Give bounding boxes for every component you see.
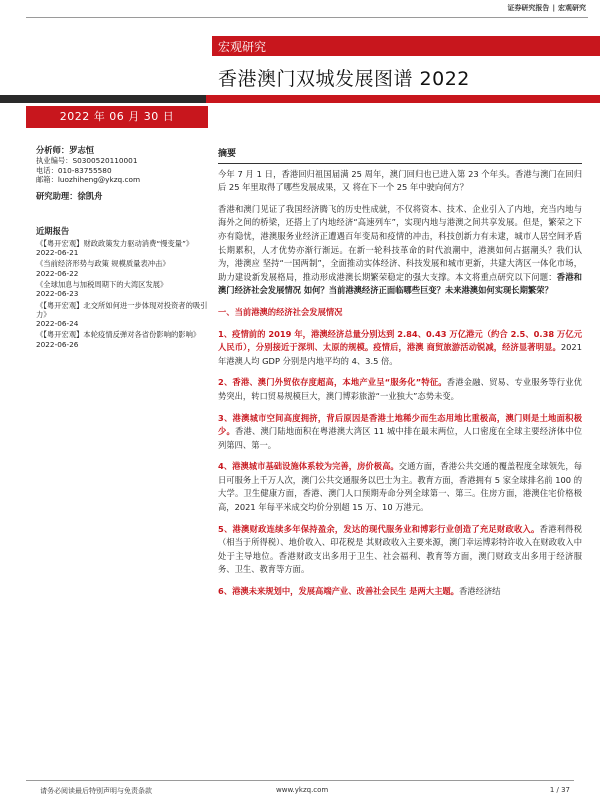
page-title: 香港澳门双城发展图谱 2022 [218, 68, 470, 90]
related-report[interactable] [36, 301, 208, 329]
related-report-date: 2022-06-24 [36, 319, 79, 329]
related-report-title: 《【粤开宏观】本轮疫情反弹对各省份影响的影响》 [36, 330, 201, 340]
finding-1-body: 2021 年港澳人均 GDP 分别是内地平均的 4、3.5 倍。 [218, 342, 582, 366]
key-questions: 香港和澳门经济社会发展情况 如何？当前港澳经济正面临哪些巨变？未来港澳如何实现长期繁荣？ [218, 271, 582, 296]
title-underline-bar [0, 95, 600, 103]
related-report[interactable] [36, 259, 208, 278]
analyst-email[interactable]: 邮箱：luozhiheng@ykzq.com [36, 174, 141, 184]
related-reports-title: 近期报告 [36, 226, 70, 237]
finding-5-lead: 5、港澳财政连续多年保持盈余，发达的现代服务业和博彩行业创造了充足财政收入。 [218, 523, 540, 534]
intro-paragraph-1: 今年 7 月 1 日，香港回归祖国届满 25 周年，澳门回归也已进入第 23 个年头。香港与澳门在回归后 25 年里取得了哪些发展成果，又 将在下一个 25 年中驶向何方？ [218, 168, 582, 193]
page-footer [0, 780, 600, 800]
report-date: 2022 年 06 月 30 日 [26, 106, 208, 128]
finding-6-body: 香港经济结 [458, 586, 501, 597]
related-report-date: 2022-06-21 [36, 248, 79, 258]
finding-6-lead: 6、港澳未来规划中，发展高端产业、改善社会民生 是两大主题。 [218, 586, 459, 597]
category-band [212, 36, 600, 56]
analyst-name: 分析师：罗志恒 [36, 145, 95, 155]
finding-4 [218, 460, 582, 514]
finding-6 [218, 585, 582, 599]
page-number: 1 / 37 [549, 786, 570, 794]
related-report-title: 《【粤开宏观】北交所如何进一步体现对投资者的吸引力》 [36, 300, 208, 319]
finding-2-body: 香港金融、贸易、专业服务等行业优势突出，转口贸易规模巨大，澳门博彩旅游“一业独大”态势未变。 [218, 377, 582, 401]
related-report-title: 《全球加息与加税周期下的大湾区发展》 [36, 279, 168, 289]
related-report-title: 《当前经济形势与政策 规模质量表冲击》 [36, 259, 170, 269]
related-report[interactable] [36, 330, 208, 349]
finding-3 [218, 412, 582, 453]
related-report-title: 《【粤开宏观】财政政策发力驱动消费“慢变量”》 [36, 238, 194, 248]
section-heading: 一、当前港澳的经济社会发展情况 [218, 306, 343, 317]
top-header [0, 0, 600, 18]
category-label: 宏观研究 [218, 40, 267, 54]
crumb-category: 宏观研究 [558, 4, 586, 12]
finding-4-body: 交通方面，香港公共交通的覆盖程度全球领先，每日可服务上千万人次，澳门公共交通服务以巴士为主。教育方面，香港拥有 5 家全球排名前 100 的大学。卫生健康方面，香港、澳门人口预期寿命分列全球第一、第三。住房方面，港澳住宅价格极高，2021 年每平米成交均价分别超 15 万、10 万港元。 [218, 461, 582, 513]
finding-5 [218, 523, 582, 577]
analyst-license: 执业编号：S0300520110001 [36, 156, 138, 166]
finding-1 [218, 328, 582, 369]
finding-2-lead: 2、香港、澳门外贸依存度超高，本地产业呈“服务化”特征。 [218, 377, 447, 388]
intro-paragraph-2-body: 香港和澳门见证了我国经济腾飞的历史性成就，不仅将资本、技术、企业引入了内地，充当内地与海外之间的桥梁，还搭上了内地经济“高速列车”，实现内地与港澳之间共享发展。但是，繁荣之下亦有隐忧，港澳服务业经济正遭遇百年变局和疫情的冲击，科技创新力有未逮，城市人居空间矛盾长期累积，人才优势亦渐行渐远。在新一轮科技革命的时代浪潮中，港澳如何占据潮头？我们认为，港澳应 坚持“一国两制”，全面推动实体经济、科技发展和城市更新，共建大湾区一体化市场，助力建设新发展格局，推动形成港澳长期繁荣稳定的强大支撑。本文将重点研究以下问题： [218, 203, 582, 282]
footer-divider [26, 780, 574, 781]
finding-5-body: 香港利得税（相当于所得税）、地价收入、印花税是 其财政收入主要来源，澳门幸运博彩特许收入在财政收入中处于主导地位。香港财政支出多用于卫生、社会福利、教育等方面，澳门财政支出多用于经济服务、卫生、教育等方面。 [218, 523, 582, 575]
header-divider [26, 17, 588, 18]
finding-3-body: 香港、澳门陆地面积在粤港澳大湾区 11 城中排在最末两位，人口密度在全球主要经济体中位列第四、第一。 [218, 426, 582, 450]
finding-1-lead: 1、疫情前的 2019 年，港澳经济总量分别达到 2.84、0.43 万亿港元（约合 2.5、0.38 万亿元人民币），分别接近于深圳、太原的规模。疫情后，港澳 商贸旅游活动锐减，经济显著明显。 [218, 328, 582, 353]
finding-3-lead: 3、港澳城市空间高度拥挤，背后原因是香港土地稀少而生态用地比重极高，澳门则是土地面积极少。 [218, 412, 582, 437]
finding-4-lead: 4、港澳城市基础设施体系较为完善，房价极高。 [218, 461, 399, 472]
analyst-phone: 电话：010-83755580 [36, 165, 112, 175]
disclaimer-notice: 请务必阅读最后特别声明与免责条款 [40, 787, 152, 795]
abstract-heading: 摘要 [218, 148, 582, 164]
finding-2 [218, 376, 582, 403]
crumb-report-type: 证券研究报告 [507, 4, 550, 12]
related-report-date: 2022-06-22 [36, 268, 79, 278]
intro-paragraph-2 [218, 203, 582, 298]
crumb-separator: | [552, 4, 555, 12]
related-report-date: 2022-06-26 [36, 339, 79, 349]
related-report[interactable] [36, 239, 208, 258]
website-link[interactable]: www.ykzq.com [276, 786, 329, 794]
sidebar [36, 146, 208, 351]
main-content [218, 148, 582, 607]
research-assistant: 研究助理：徐凯舟 [36, 191, 103, 202]
title-underline-dark [0, 95, 206, 103]
related-report-date: 2022-06-23 [36, 289, 79, 299]
related-report[interactable] [36, 280, 208, 299]
breadcrumb [507, 3, 586, 13]
